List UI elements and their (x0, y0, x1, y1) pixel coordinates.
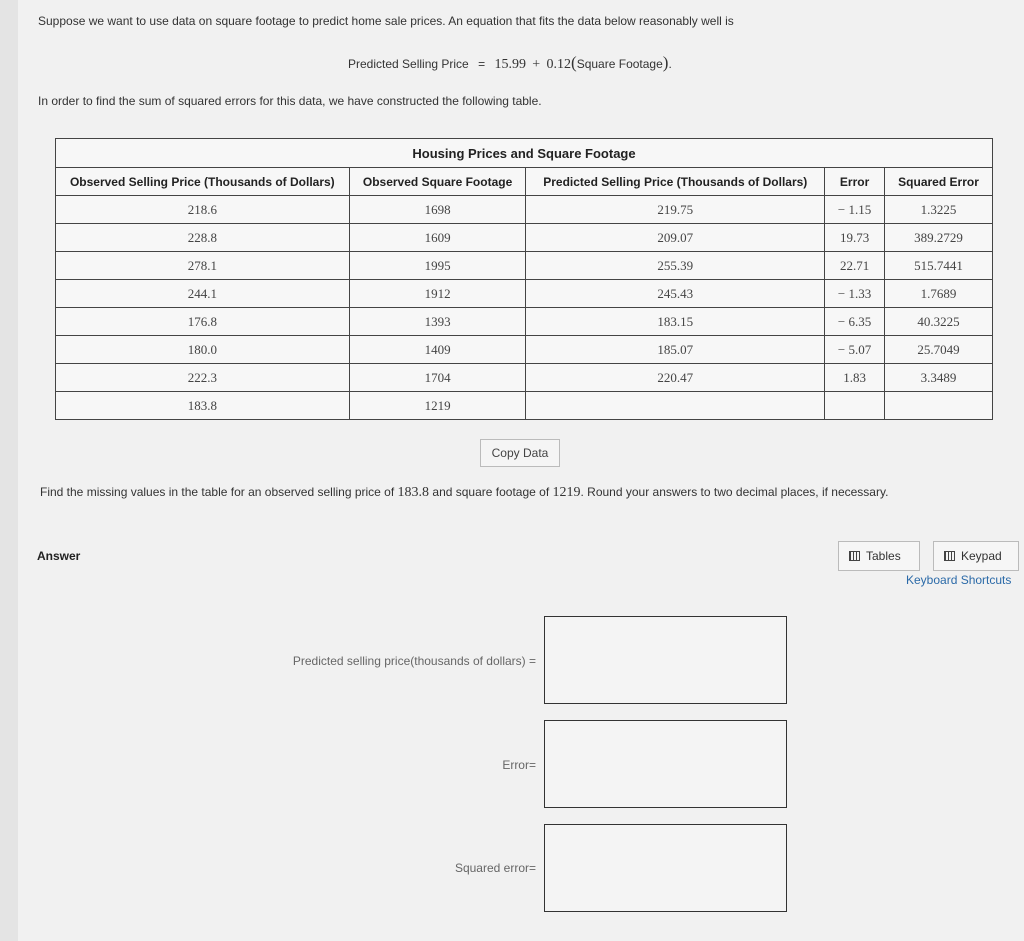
cell-observed-sqft: 1912 (349, 280, 526, 308)
cell-squared-error: 3.3489 (885, 364, 993, 392)
cell-predicted-price: 245.43 (526, 280, 825, 308)
cell-squared-error: 1.3225 (885, 196, 993, 224)
cell-observed-price: 222.3 (56, 364, 350, 392)
cell-error: 19.73 (825, 224, 885, 252)
find-text-post: . Round your answers to two decimal places, if necessary. (580, 485, 889, 499)
cell-error: 1.83 (825, 364, 885, 392)
cell-squared-error: 515.7441 (885, 252, 993, 280)
equation-plus: + (532, 57, 541, 72)
cell-squared-error: 389.2729 (885, 224, 993, 252)
cell-observed-sqft: 1409 (349, 336, 526, 364)
keypad-button-label: Keypad (961, 549, 1002, 563)
header-observed-price: Observed Selling Price (Thousands of Dollars) (56, 168, 350, 196)
predicted-price-label: Predicted selling price(thousands of dollars) = (292, 654, 536, 668)
table-row (56, 336, 993, 364)
answer-label: Answer (37, 549, 81, 563)
table-row (56, 392, 993, 420)
table-icon (849, 551, 860, 561)
cell-predicted-price: 255.39 (526, 252, 825, 280)
cell-observed-price: 183.8 (56, 392, 350, 420)
equation-close-paren: ) (662, 53, 669, 72)
cell-error: − 5.07 (825, 336, 885, 364)
table-row (56, 196, 993, 224)
header-squared-error: Squared Error (885, 168, 993, 196)
cell-observed-sqft: 1704 (349, 364, 526, 392)
equation-period: . (668, 57, 672, 71)
equation-open-paren: ( (571, 53, 577, 72)
housing-data-table (55, 138, 993, 420)
cell-error: − 6.35 (825, 308, 885, 336)
cell-observed-sqft: 1219 (349, 392, 526, 420)
copy-data-button[interactable]: Copy Data (480, 439, 560, 467)
cell-error (825, 392, 885, 420)
cell-observed-price: 180.0 (56, 336, 350, 364)
find-text-mid: and square footage of (432, 485, 550, 499)
cell-observed-price: 218.6 (56, 196, 350, 224)
table-row (56, 364, 993, 392)
table-row (56, 252, 993, 280)
find-sqft-value: 1219 (552, 485, 581, 500)
cell-squared-error (885, 392, 993, 420)
table-caption: Housing Prices and Square Footage (56, 139, 993, 168)
cell-observed-price: 278.1 (56, 252, 350, 280)
header-predicted-price: Predicted Selling Price (Thousands of Dollars) (526, 168, 825, 196)
intro-text: Suppose we want to use data on square footage to predict home sale prices. An equation that fits the data below reasonably well is (38, 14, 734, 28)
cell-observed-price: 176.8 (56, 308, 350, 336)
cell-observed-price: 244.1 (56, 280, 350, 308)
instruction-text: In order to find the sum of squared errors for this data, we have constructed the following table. (38, 94, 542, 108)
tables-button-label: Tables (866, 549, 901, 563)
cell-squared-error: 1.7689 (885, 280, 993, 308)
squared-error-label: Squared error= (454, 861, 536, 875)
find-text-pre: Find the missing values in the table for an observed selling price of (40, 485, 395, 499)
header-error: Error (825, 168, 885, 196)
table-row (56, 308, 993, 336)
predicted-price-input[interactable] (544, 616, 787, 704)
cell-squared-error: 40.3225 (885, 308, 993, 336)
cell-predicted-price (526, 392, 825, 420)
find-instruction (40, 485, 888, 501)
find-price-value: 183.8 (397, 485, 430, 500)
keypad-button[interactable] (933, 541, 1019, 571)
equation-lhs: Predicted Selling Price (348, 57, 469, 71)
cell-predicted-price: 185.07 (526, 336, 825, 364)
cell-predicted-price: 219.75 (526, 196, 825, 224)
regression-equation (348, 53, 672, 73)
calculator-icon (944, 551, 955, 561)
error-input[interactable] (544, 720, 787, 808)
equation-equals: = (478, 57, 486, 71)
equation-intercept: 15.99 (494, 57, 526, 72)
cell-observed-sqft: 1393 (349, 308, 526, 336)
cell-observed-sqft: 1995 (349, 252, 526, 280)
cell-squared-error: 25.7049 (885, 336, 993, 364)
cell-error: − 1.33 (825, 280, 885, 308)
table-row (56, 280, 993, 308)
error-label: Error= (502, 758, 536, 772)
cell-observed-sqft: 1698 (349, 196, 526, 224)
cell-observed-sqft: 1609 (349, 224, 526, 252)
squared-error-input[interactable] (544, 824, 787, 912)
table-header-row (56, 168, 993, 196)
keyboard-shortcuts-link[interactable]: Keyboard Shortcuts (906, 573, 1012, 587)
cell-predicted-price: 209.07 (526, 224, 825, 252)
header-observed-sqft: Observed Square Footage (349, 168, 526, 196)
cell-observed-price: 228.8 (56, 224, 350, 252)
tables-button[interactable] (838, 541, 920, 571)
cell-error: − 1.15 (825, 196, 885, 224)
cell-error: 22.71 (825, 252, 885, 280)
equation-variable: Square Footage (576, 57, 663, 71)
table-row (56, 224, 993, 252)
cell-predicted-price: 183.15 (526, 308, 825, 336)
equation-slope: 0.12 (546, 57, 572, 72)
cell-predicted-price: 220.47 (526, 364, 825, 392)
